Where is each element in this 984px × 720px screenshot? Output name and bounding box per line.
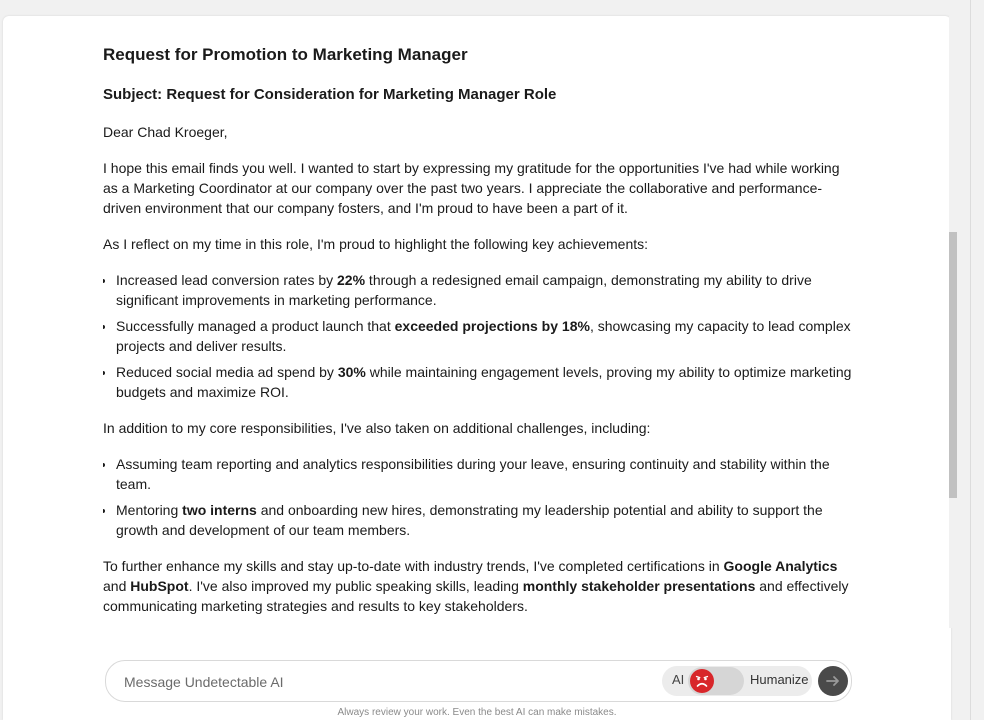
document-title: Request for Promotion to Marketing Manager	[103, 45, 468, 64]
arrow-right-icon	[825, 673, 841, 689]
list-item: • Successfully managed a product launch that exceeded projections by 18%, showcasing my capacity to lead complex projects and deliver results.	[116, 316, 853, 356]
message-composer	[105, 660, 852, 702]
toggle-switch[interactable]	[688, 667, 744, 695]
achievements-intro: As I reflect on my time in this role, I'm proud to highlight the following key achievements:	[103, 236, 649, 252]
scrollbar-thumb[interactable]	[949, 232, 957, 498]
send-button[interactable]	[818, 666, 848, 696]
challenges-list	[103, 454, 853, 540]
window-scrollbar[interactable]	[970, 0, 984, 720]
list-item: • Assuming team reporting and analytics responsibilities during your leave, ensuring continuity and stability within the team.	[116, 454, 853, 494]
humanize-toggle[interactable]	[662, 666, 812, 696]
toggle-humanize-label: Humanize	[750, 672, 809, 687]
chat-panel	[3, 16, 951, 720]
content-scrollbar[interactable]	[949, 16, 957, 628]
list-item: • Mentoring two interns and onboarding new hires, demonstrating my leadership potential and ability to support the growth and development of our team members.	[116, 500, 853, 540]
achievements-list	[103, 270, 853, 402]
disclaimer-text: Always review your work. Even the best AI can make mistakes.	[337, 707, 617, 718]
toggle-ai-label: AI	[672, 672, 685, 687]
message-input[interactable]	[122, 669, 646, 695]
list-item: • Increased lead conversion rates by 22% through a redesigned email campaign, demonstrating my ability to drive significant improvements in marketing performance.	[116, 270, 853, 310]
closing-paragraph: To further enhance my skills and stay up-to-date with industry trends, I've completed certifications in Google Analytics and HubSpot. I've also improved my public speaking skills, leading monthly stakeholder presentations and effectively communicating marketing strategies and results to key stakeholders.	[103, 558, 849, 614]
document-content	[103, 40, 853, 628]
email-intro-paragraph: I hope this email finds you well. I wanted to start by expressing my gratitude for the opportunities I've had while working as a Marketing Coordinator at our company over the past two years. I appreciate the collaborative and performance-driven environment that our company fosters, and I'm proud to have been a part of it.	[103, 160, 840, 216]
list-item: • Reduced social media ad spend by 30% while maintaining engagement levels, proving my ability to optimize marketing budgets and maximize ROI.	[116, 362, 853, 402]
sad-face-icon	[690, 669, 714, 693]
email-greeting: Dear Chad Kroeger,	[103, 124, 228, 140]
email-subject: Subject: Request for Consideration for Marketing Manager Role	[103, 86, 557, 103]
challenges-intro: In addition to my core responsibilities, I've also taken on additional challenges, including:	[103, 420, 651, 436]
